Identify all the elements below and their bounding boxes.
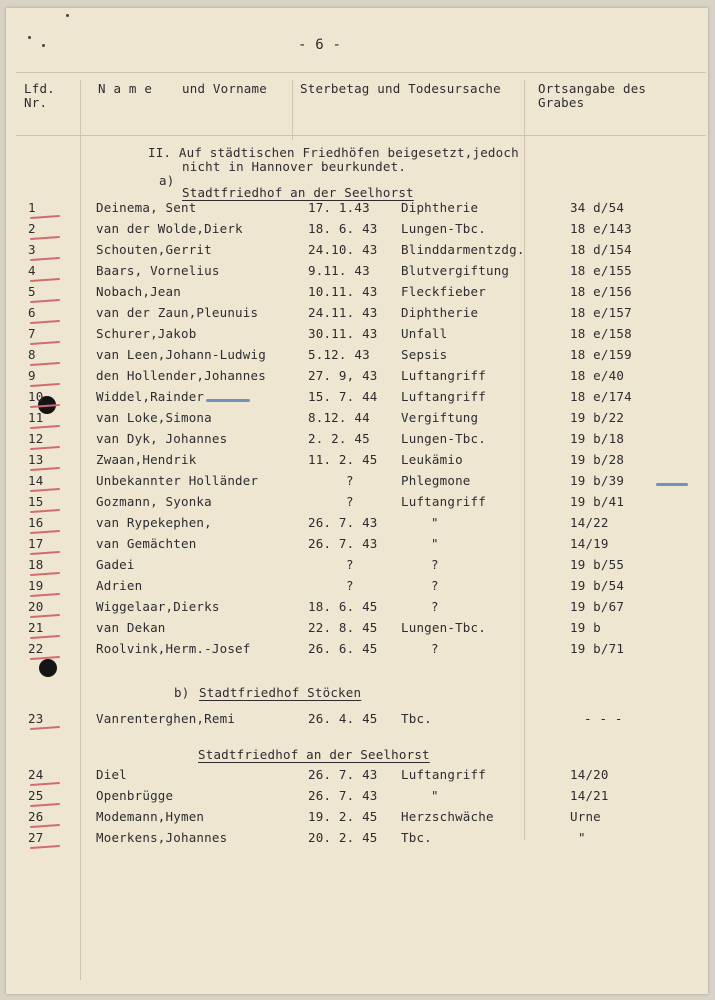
row-number: 2 — [28, 221, 36, 236]
red-pencil-tick — [30, 614, 60, 618]
row-name: van der Wolde,Dierk — [96, 221, 243, 236]
row-date: 15. 7. 44 — [308, 389, 378, 404]
header-name: N a m e — [98, 81, 153, 96]
section-title-line-1: II. Auf städtischen Friedhöfen beigesetzt,jedoch — [148, 145, 519, 160]
row-number: 23 — [28, 711, 44, 726]
red-pencil-tick — [30, 299, 60, 303]
row-cause: ? — [431, 599, 439, 614]
row-name: den Hollender,Johannes — [96, 368, 266, 383]
row-number: 26 — [28, 809, 44, 824]
row-date: 27. 9, 43 — [308, 368, 378, 383]
header-ortsangabe: Ortsangabe des — [538, 81, 647, 96]
row-name: van Loke,Simona — [96, 410, 212, 425]
row-cause: Tbc. — [401, 711, 432, 726]
row-cause: Herzschwäche — [401, 809, 494, 824]
row-grave: 14/21 — [570, 788, 609, 803]
row-grave: 19 b/55 — [570, 557, 625, 572]
row-grave: " — [578, 830, 586, 845]
row-grave: 19 b/41 — [570, 494, 625, 509]
row-number: 20 — [28, 599, 44, 614]
row-cause: Leukämio — [401, 452, 463, 467]
header-grabes: Grabes — [538, 95, 585, 110]
row-number: 14 — [28, 473, 44, 488]
row-grave: 19 b/67 — [570, 599, 625, 614]
subsection-b-marker: b) — [174, 685, 190, 700]
row-cause: Luftangriff — [401, 389, 486, 404]
row-date: ? — [346, 578, 354, 593]
row-grave: Urne — [570, 809, 601, 824]
ink-speck — [42, 44, 45, 47]
row-cause: Blinddarmentzdg. — [401, 242, 525, 257]
header-top-rule — [16, 72, 706, 73]
punch-hole-bottom — [39, 659, 57, 677]
row-grave: 19 b/22 — [570, 410, 625, 425]
column-rule-3 — [524, 80, 525, 840]
row-number: 8 — [28, 347, 36, 362]
row-name: Zwaan,Hendrik — [96, 452, 197, 467]
row-date: 22. 8. 45 — [308, 620, 378, 635]
row-cause: Phlegmone — [401, 473, 471, 488]
row-grave: 14/22 — [570, 515, 609, 530]
row-name: van Dekan — [96, 620, 166, 635]
red-pencil-tick — [30, 446, 60, 450]
red-pencil-tick — [30, 593, 60, 597]
row-name: Baars, Vornelius — [96, 263, 220, 278]
row-date: 10.11. 43 — [308, 284, 378, 299]
row-grave: 18 e/159 — [570, 347, 632, 362]
red-pencil-tick — [30, 551, 60, 555]
red-pencil-tick — [30, 726, 60, 730]
row-number: 10 — [28, 389, 44, 404]
row-number: 22 — [28, 641, 44, 656]
row-cause: ? — [431, 641, 439, 656]
row-cause: Luftangriff — [401, 368, 486, 383]
row-number: 16 — [28, 515, 44, 530]
blue-pen-mark — [206, 399, 250, 402]
red-pencil-tick — [30, 320, 60, 324]
row-grave: 34 d/54 — [570, 200, 625, 215]
row-grave: 14/20 — [570, 767, 609, 782]
row-name: Schurer,Jakob — [96, 326, 197, 341]
blue-pen-mark-margin — [656, 483, 688, 486]
row-cause: Vergiftung — [401, 410, 479, 425]
red-pencil-tick — [30, 215, 60, 219]
row-number: 5 — [28, 284, 36, 299]
row-date: 5.12. 43 — [308, 347, 370, 362]
row-date: 24.11. 43 — [308, 305, 378, 320]
row-number: 12 — [28, 431, 44, 446]
row-grave: 18 d/154 — [570, 242, 632, 257]
row-name: Wiggelaar,Dierks — [96, 599, 220, 614]
row-cause: Lungen-Tbc. — [401, 620, 486, 635]
subsection-c-title: Stadtfriedhof an der Seelhorst — [198, 747, 430, 762]
row-cause: Blutvergiftung — [401, 263, 510, 278]
row-date: 26. 7. 43 — [308, 515, 378, 530]
row-grave: 19 b/18 — [570, 431, 625, 446]
red-pencil-tick — [30, 362, 60, 366]
red-pencil-tick — [30, 425, 60, 429]
row-grave: 19 b/54 — [570, 578, 625, 593]
row-number: 11 — [28, 410, 44, 425]
row-number: 19 — [28, 578, 44, 593]
red-pencil-tick — [30, 782, 60, 786]
header-bottom-rule — [16, 135, 706, 136]
row-name: van der Zaun,Pleunuis — [96, 305, 259, 320]
red-pencil-tick — [30, 488, 60, 492]
red-pencil-tick — [30, 467, 60, 471]
row-name: Nobach,Jean — [96, 284, 181, 299]
row-date: 24.10. 43 — [308, 242, 378, 257]
row-date: 26. 7. 43 — [308, 536, 378, 551]
row-grave: 19 b — [570, 620, 601, 635]
row-cause: Fleckfieber — [401, 284, 486, 299]
row-name: Modemann,Hymen — [96, 809, 205, 824]
row-name: Vanrenterghen,Remi — [96, 711, 236, 726]
row-name: van Gemächten — [96, 536, 197, 551]
row-cause: " — [431, 536, 439, 551]
row-cause: Luftangriff — [401, 494, 486, 509]
ink-speck — [66, 14, 69, 17]
row-grave: 18 e/174 — [570, 389, 632, 404]
red-pencil-tick — [30, 383, 60, 387]
row-grave: 19 b/39 — [570, 473, 625, 488]
red-pencil-tick — [30, 572, 60, 576]
row-date: ? — [346, 494, 354, 509]
document-page — [6, 8, 708, 994]
row-grave: - - - — [584, 711, 623, 726]
row-grave: 18 e/143 — [570, 221, 632, 236]
row-name: van Leen,Johann-Ludwig — [96, 347, 266, 362]
row-number: 21 — [28, 620, 44, 635]
row-grave: 18 e/155 — [570, 263, 632, 278]
row-number: 6 — [28, 305, 36, 320]
row-cause: Diphtherie — [401, 305, 479, 320]
row-number: 15 — [28, 494, 44, 509]
row-number: 24 — [28, 767, 44, 782]
row-number: 18 — [28, 557, 44, 572]
row-date: 11. 2. 45 — [308, 452, 378, 467]
row-grave: 18 e/157 — [570, 305, 632, 320]
row-name: van Dyk, Johannes — [96, 431, 228, 446]
row-name: van Rypekephen, — [96, 515, 212, 530]
row-date: 26. 7. 43 — [308, 767, 378, 782]
row-grave: 18 e/156 — [570, 284, 632, 299]
row-name: Moerkens,Johannes — [96, 830, 228, 845]
row-name: Deinema, Sent — [96, 200, 197, 215]
row-cause: ? — [431, 578, 439, 593]
column-rule-2 — [292, 80, 293, 140]
row-date: 26. 4. 45 — [308, 711, 378, 726]
row-name: Adrien — [96, 578, 143, 593]
header-lfd: Lfd. — [24, 81, 55, 96]
row-name: Roolvink,Herm.-Josef — [96, 641, 251, 656]
red-pencil-tick — [30, 278, 60, 282]
red-pencil-tick — [30, 509, 60, 513]
row-grave: 14/19 — [570, 536, 609, 551]
row-name: Gadei — [96, 557, 135, 572]
row-number: 1 — [28, 200, 36, 215]
row-cause: Lungen-Tbc. — [401, 431, 486, 446]
row-cause: Sepsis — [401, 347, 448, 362]
red-pencil-tick — [30, 341, 60, 345]
row-date: 26. 6. 45 — [308, 641, 378, 656]
row-date: 26. 7. 43 — [308, 788, 378, 803]
row-number: 3 — [28, 242, 36, 257]
row-date: ? — [346, 557, 354, 572]
row-cause: Unfall — [401, 326, 448, 341]
row-cause: " — [431, 788, 439, 803]
row-number: 17 — [28, 536, 44, 551]
row-name: Diel — [96, 767, 127, 782]
row-number: 7 — [28, 326, 36, 341]
row-cause: Tbc. — [401, 830, 432, 845]
row-name: Schouten,Gerrit — [96, 242, 212, 257]
row-cause: ? — [431, 557, 439, 572]
row-date: 17. 1.43 — [308, 200, 370, 215]
row-date: 9.11. 43 — [308, 263, 370, 278]
subsection-b-title: Stadtfriedhof Stöcken — [199, 685, 362, 700]
red-pencil-tick — [30, 803, 60, 807]
row-date: 30.11. 43 — [308, 326, 378, 341]
row-number: 13 — [28, 452, 44, 467]
row-cause: Luftangriff — [401, 767, 486, 782]
row-cause: " — [431, 515, 439, 530]
page-number: - 6 - — [298, 37, 342, 53]
row-name: Widdel,Rainder — [96, 389, 205, 404]
row-number: 4 — [28, 263, 36, 278]
row-cause: Lungen-Tbc. — [401, 221, 486, 236]
section-title-line-2: nicht in Hannover beurkundet. — [182, 159, 407, 174]
row-name: Gozmann, Syonka — [96, 494, 212, 509]
row-number: 27 — [28, 830, 44, 845]
header-nr: Nr. — [24, 95, 48, 110]
red-pencil-tick — [30, 530, 60, 534]
red-pencil-tick — [30, 845, 60, 849]
red-pencil-tick — [30, 635, 60, 639]
red-pencil-tick — [30, 236, 60, 240]
header-sterbetag: Sterbetag und Todesursache — [300, 81, 501, 96]
red-pencil-tick — [30, 824, 60, 828]
row-number: 9 — [28, 368, 36, 383]
row-date: 18. 6. 43 — [308, 221, 378, 236]
row-date: 19. 2. 45 — [308, 809, 378, 824]
ink-speck — [28, 36, 31, 39]
red-pencil-tick — [30, 257, 60, 261]
row-number: 25 — [28, 788, 44, 803]
subsection-a-marker: a) — [159, 173, 175, 188]
column-rule-1 — [80, 80, 81, 980]
row-grave: 18 e/158 — [570, 326, 632, 341]
row-cause: Diphtherie — [401, 200, 479, 215]
row-name: Openbrügge — [96, 788, 174, 803]
row-date: 20. 2. 45 — [308, 830, 378, 845]
row-grave: 19 b/71 — [570, 641, 625, 656]
subsection-a-title: Stadtfriedhof an der Seelhorst — [182, 185, 414, 200]
row-date: 2. 2. 45 — [308, 431, 370, 446]
row-grave: 19 b/28 — [570, 452, 625, 467]
row-date: 18. 6. 45 — [308, 599, 378, 614]
header-vorname: und Vorname — [182, 81, 267, 96]
row-grave: 18 e/40 — [570, 368, 625, 383]
row-name: Unbekannter Holländer — [96, 473, 259, 488]
row-date: ? — [346, 473, 354, 488]
row-date: 8.12. 44 — [308, 410, 370, 425]
